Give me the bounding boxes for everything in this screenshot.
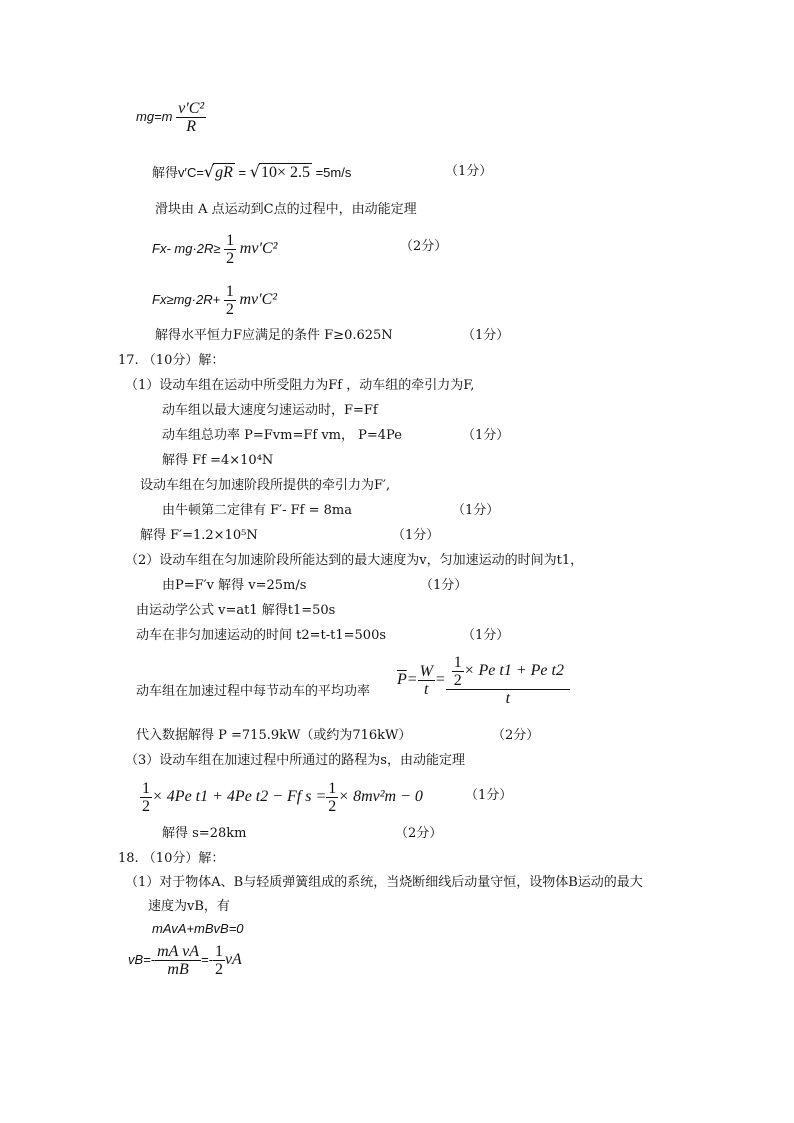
energy-over-time: $\frac{1}{2}$ × Pe t1 + Pe t2 t [446,654,570,707]
force-condition-line: 解得水平恒力F应满足的条件 F≥0.625N [155,328,393,343]
solve-vc-result: =5m/s [311,165,352,180]
inequality-1-lhs: Fx- mg·2R≥ [152,240,221,256]
p17-newton-line: 由牛顿第二定律有 F′- Ff = 8ma [162,503,352,518]
solve-vc-line [152,163,351,183]
score-6: （1分） [392,528,440,543]
inequality-line-1 [152,232,277,267]
energy-eq-right: × 8mv²m − 0 [338,788,423,805]
score-3: （1分） [462,328,510,343]
score-2: （2分） [400,239,448,254]
score-1: （1分） [445,164,493,179]
inequality-line-2 [152,283,277,318]
vb-lhs: vB=- [128,952,156,967]
p18-speed-line: 速度为vB，有 [148,899,230,914]
inequality-2-lhs: Fx≥mg·2R+ [152,291,221,307]
p17-vmax-line: 由P=F′v 解得 v=25m/s [162,578,307,593]
p17-kinematics-line: 由运动学公式 v=at1 解得t1=50s [136,603,336,618]
score-11: （2分） [395,826,443,841]
avg-power-symbol: $\overline{P}$ [397,671,407,688]
p18-part1-intro: （1）对于物体A、B与轻质弹簧组成的系统，当烧断细线后动量守恒，设物体B运动的最大 [125,875,643,890]
energy-eq-left: × 4Pe t1 + 4Pe t2 − Ff s = [152,788,327,805]
p17-part1-intro: （1）设动车组在运动中所受阻力为Ff ，动车组的牵引力为F, [125,378,475,393]
score-9: （2分） [492,728,540,743]
p17-nonuniform-time: 动车在非匀加速运动的时间 t2=t-t1=500s [136,628,387,643]
work-over-time: $\frac{W}{t}$ [419,662,433,698]
eq-centripetal-fraction [176,100,206,135]
sqrt-icon: √ [203,162,215,181]
score-8: （1分） [462,628,510,643]
p17-traction-result: 解得 F′=1.2×10⁵N [140,528,258,543]
score-4: （1分） [462,428,510,443]
p17-part3-intro: （3）设动车组在加速过程中所通过的路程为s，由动能定理 [125,753,465,768]
sqrt-gR: gR [215,164,233,181]
avg-power-equation: $\overline{P}$ = $\frac{W}{t}$ = $\frac{1}{2}$ × Pe t1 + Pe t2 t [397,650,570,710]
sqrt-number: 10× 2.5 [260,164,310,181]
eq-centripetal-lhs: mg=m [136,108,173,124]
half-fraction: $\frac{1}{2}$ [226,232,235,267]
p18-momentum-line: mAvA+mBvB=0 [152,921,244,936]
half-fraction: $\frac{1}{2}$ [225,283,234,318]
sqrt-icon: √ [249,162,260,181]
p17-power-line: 动车组总功率 P=Fvm=Ff vm， P=4Pe [162,428,402,443]
p17-avg-power-result: 代入数据解得 P =715.9kW（或约为716kW） [136,728,412,743]
eq-centripetal-den: R [186,118,197,135]
p17-max-speed-line: 动车组以最大速度匀速运动时，F=Ff [162,403,378,418]
energy-theorem-line: 滑块由 A 点运动到C点的过程中，由动能定理 [155,202,417,217]
eq-centripetal [136,100,206,135]
inequality-1-rhs: mv′C² [239,239,278,257]
solve-vc-prefix: 解得v′C= [152,165,204,180]
p17-distance-result: 解得 s=28km [162,826,247,841]
problem-18-heading: 18. （10分）解： [118,851,225,866]
eq-centripetal-num: v′C² [178,100,205,117]
p17-avg-power-text: 动车组在加速过程中每节动车的平均功率 [136,684,371,699]
score-10: （1分） [465,788,513,803]
p17-traction-line: 设动车组在匀加速阶段所提供的牵引力为F′, [140,478,391,493]
energy-equation: $\frac{1}{2}$ × 4Pe t1 + 4Pe t2 − Ff s = $\frac{1}{2}$ × 8mv²m − 0 [142,779,423,815]
problem-17-heading: 17. （10分）解： [118,353,225,368]
p18-vb-equation: vB=- $\frac{\text{mA vA}}{mB}$ =- $\frac{1}{2}$ vA [128,942,242,978]
score-7: （1分） [420,578,468,593]
score-5: （1分） [452,503,500,518]
inequality-2-rhs: mv′C² [239,290,278,308]
solve-vc-eq: = [234,165,250,180]
p17-friction-result: 解得 Ff =4×10⁴N [162,453,274,468]
p17-part2-intro: （2）设动车组在匀加速阶段所能达到的最大速度为v，匀加速运动的时间为t1， [125,553,584,568]
